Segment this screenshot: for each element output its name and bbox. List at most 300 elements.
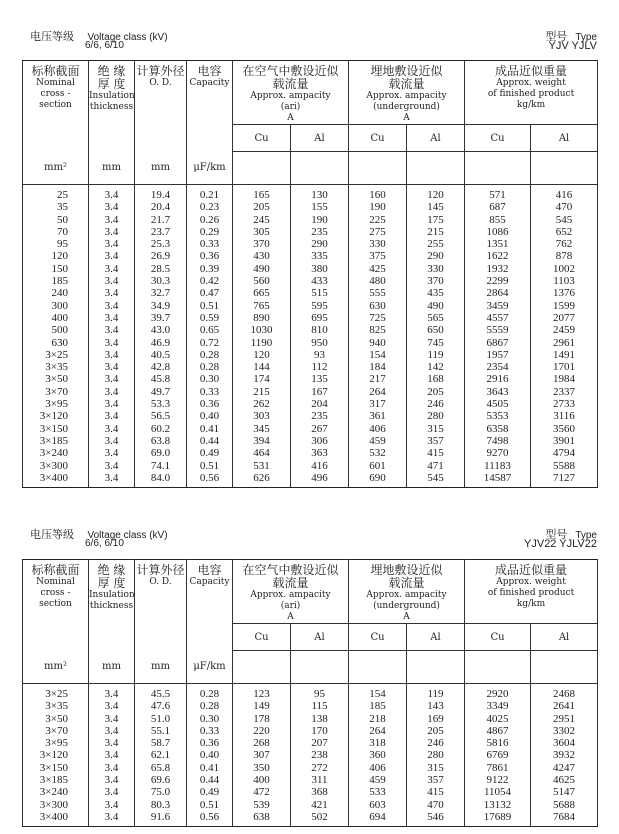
cell-weight-al: 5147 (553, 786, 576, 799)
cell-air-cu: 464 (253, 447, 270, 460)
cell-capacity: 0.28 (199, 361, 220, 374)
air-zh: 在空气中敷设近似 载流量 (242, 563, 339, 590)
cell-air-al: 138 (311, 712, 328, 725)
cell-section: 150 (51, 262, 68, 275)
cell-od: 40.5 (150, 348, 171, 361)
ground-en-3: A (403, 612, 410, 622)
cell-air-al: 155 (311, 201, 328, 214)
section-en-2: cross - section (39, 89, 72, 110)
weight-zh: 成品近似重量 (495, 563, 568, 577)
cell-od: 58.7 (150, 737, 171, 750)
cell-ground-cu: 361 (369, 410, 386, 423)
cell-od: 55.1 (150, 724, 171, 737)
type-label-zh: 型号 (545, 30, 568, 43)
cell-capacity: 0.40 (199, 749, 220, 762)
cell-air-al: 272 (311, 761, 328, 774)
cell-ground-al: 120 (427, 189, 444, 201)
cell-air-al: 368 (311, 786, 328, 799)
capacity-en-1: Capacity (189, 78, 230, 88)
insulation-en-1: Insulation (89, 590, 135, 600)
cell-weight-al: 3604 (553, 737, 576, 750)
cell-ground-al: 280 (427, 749, 444, 762)
cell-capacity: 0.51 (199, 299, 220, 312)
cell-weight-cu: 6867 (486, 336, 509, 349)
cell-insulation: 3.4 (104, 385, 119, 398)
cell-weight-cu: 5353 (486, 410, 509, 423)
cell-air-al: 950 (311, 336, 328, 349)
cell-capacity: 0.41 (199, 422, 220, 435)
cell-ground-al: 169 (427, 712, 444, 725)
cell-section: 50 (57, 213, 68, 226)
cell-weight-al: 2077 (553, 311, 576, 324)
cell-ground-cu: 940 (369, 336, 386, 349)
cell-ground-al: 490 (427, 299, 444, 312)
cell-capacity: 0.23 (199, 201, 220, 214)
sub-head-al3: Al (531, 125, 598, 152)
cell-capacity: 0.33 (199, 385, 220, 398)
cell-weight-cu: 11054 (483, 786, 512, 799)
col-od (135, 684, 187, 827)
cell-weight-cu: 1351 (486, 238, 509, 251)
cell-capacity: 0.36 (199, 398, 220, 411)
cell-section: 3×95 (45, 737, 68, 750)
cell-weight-al: 4625 (553, 774, 576, 787)
cell-section: 3×25 (45, 348, 68, 361)
cell-insulation: 3.4 (104, 774, 119, 787)
cell-section: 3×35 (45, 700, 68, 713)
cell-air-al: 810 (311, 324, 328, 337)
cell-insulation: 3.4 (104, 422, 119, 435)
cell-air-al: 204 (311, 398, 328, 411)
air-en-2: (ari) (280, 102, 301, 112)
unit-cell (291, 152, 349, 185)
cell-capacity: 0.56 (199, 471, 220, 484)
unit-cell (531, 651, 598, 684)
cell-section: 300 (51, 299, 68, 312)
cell-section: 3×400 (39, 471, 68, 484)
cell-capacity: 0.28 (199, 700, 220, 713)
sub-head-cu1: Cu (233, 125, 291, 152)
cell-ground-cu: 275 (369, 225, 386, 238)
cell-weight-cu: 2864 (486, 287, 509, 300)
col-head-od (135, 61, 187, 152)
cell-weight-al: 7127 (553, 471, 576, 484)
weight-en-2: of finished product (487, 89, 575, 99)
col-air-cu (233, 185, 291, 488)
voltage-label-zh: 电压等级 (30, 528, 74, 541)
cell-air-al: 695 (311, 311, 328, 324)
cell-air-cu: 345 (253, 422, 270, 435)
cell-air-cu: 394 (253, 434, 270, 447)
air-en-3: A (287, 113, 294, 123)
spec-table-2 (22, 559, 598, 827)
cell-section: 3×150 (39, 761, 68, 774)
cell-air-al: 95 (314, 688, 325, 700)
cell-capacity: 0.28 (199, 688, 220, 700)
cell-weight-al: 3116 (553, 410, 575, 423)
cell-capacity: 0.36 (199, 737, 220, 750)
cell-insulation: 3.4 (104, 361, 119, 374)
air-en-1: Approx. ampacity (250, 590, 331, 600)
cell-section: 400 (51, 311, 68, 324)
col-ground-cu (349, 684, 407, 827)
cell-weight-cu: 855 (489, 213, 506, 226)
cell-section: 120 (51, 250, 68, 263)
cell-ground-al: 215 (427, 225, 444, 238)
od-en-1: O. D. (149, 78, 172, 88)
cell-ground-al: 435 (427, 287, 444, 300)
cell-air-cu: 472 (253, 786, 270, 799)
cell-air-cu: 262 (253, 398, 270, 411)
cell-weight-al: 470 (555, 201, 573, 214)
cell-weight-al: 1103 (553, 275, 575, 288)
weight-zh: 成品近似重量 (495, 64, 568, 78)
cell-weight-cu: 1957 (486, 348, 509, 361)
cell-insulation: 3.4 (104, 238, 119, 251)
cell-capacity: 0.44 (199, 434, 220, 447)
cell-weight-cu: 571 (489, 189, 506, 201)
cell-section: 3×300 (39, 798, 68, 811)
cell-air-cu: 1030 (250, 324, 273, 337)
voltage-label-en: Voltage class (kV) (87, 530, 168, 541)
cell-capacity: 0.42 (199, 275, 220, 288)
cell-od: 28.5 (150, 262, 171, 275)
cell-weight-al: 545 (555, 213, 573, 226)
cell-air-al: 112 (311, 361, 328, 374)
cell-insulation: 3.4 (104, 737, 119, 750)
cell-ground-al: 370 (427, 275, 444, 288)
cell-section: 3×185 (39, 774, 68, 787)
cell-insulation: 3.4 (104, 262, 119, 275)
cell-ground-al: 745 (427, 336, 444, 349)
col-head-od (135, 560, 187, 651)
col-head-capacity (187, 61, 233, 152)
cell-air-cu: 305 (253, 225, 270, 238)
voltage-label-zh: 电压等级 (30, 30, 74, 43)
unit-cell: mm (135, 152, 187, 185)
col-head-ground (349, 560, 465, 624)
cell-ground-al: 143 (427, 700, 444, 713)
cell-insulation: 3.4 (104, 336, 119, 349)
cell-ground-al: 546 (427, 810, 444, 823)
unit-cell (233, 152, 291, 185)
col-capacity (187, 185, 233, 488)
col-weight-al (531, 185, 598, 488)
cell-od: 75.0 (150, 786, 171, 799)
cell-od: 19.4 (150, 189, 171, 201)
cell-od: 84.0 (150, 471, 171, 484)
cell-weight-al: 1701 (553, 361, 576, 374)
cell-air-cu: 220 (253, 724, 270, 737)
col-head-air (233, 560, 349, 624)
cell-section: 95 (57, 238, 68, 251)
cell-air-al: 502 (311, 810, 328, 823)
cell-ground-cu: 160 (369, 189, 386, 201)
type-value: YJV22 YJLV22 (524, 538, 597, 550)
cell-ground-al: 415 (427, 447, 444, 460)
cell-section: 25 (57, 189, 68, 201)
col-head-air (233, 61, 349, 125)
col-head-insulation (89, 560, 135, 651)
cell-od: 23.7 (150, 225, 171, 238)
cell-section: 35 (57, 201, 68, 214)
cell-weight-cu: 14587 (483, 471, 512, 484)
cell-insulation: 3.4 (104, 398, 119, 411)
unit-cell (531, 152, 598, 185)
cell-weight-al: 762 (555, 238, 573, 251)
cell-weight-al: 4794 (553, 447, 576, 460)
cell-air-al: 515 (311, 287, 328, 300)
cell-weight-cu: 11183 (484, 459, 511, 472)
section-zh: 标称截面 (31, 563, 80, 577)
cell-insulation: 3.4 (104, 275, 119, 288)
cell-air-al: 433 (311, 275, 328, 288)
cell-ground-al: 119 (427, 348, 444, 361)
cell-section: 3×95 (45, 398, 68, 411)
cell-od: 56.5 (150, 410, 171, 423)
cell-weight-cu: 17689 (483, 810, 512, 823)
cell-ground-al: 415 (427, 786, 444, 799)
cell-weight-cu: 3643 (486, 385, 509, 398)
unit-cell (233, 651, 291, 684)
cell-air-al: 235 (311, 410, 328, 423)
insulation-en-2: thickness (89, 102, 134, 112)
cell-ground-al: 357 (427, 774, 444, 787)
cell-ground-cu: 185 (369, 700, 386, 713)
cell-od: 25.3 (150, 238, 171, 251)
cell-air-cu: 890 (253, 311, 270, 324)
cell-weight-cu: 4505 (486, 398, 509, 411)
cell-air-al: 421 (311, 798, 328, 811)
cell-capacity: 0.49 (199, 786, 220, 799)
cell-ground-cu: 459 (369, 434, 386, 447)
cell-ground-cu: 725 (369, 311, 386, 324)
cell-air-cu: 370 (253, 238, 270, 251)
cell-section: 240 (51, 287, 68, 300)
cell-weight-al: 4247 (553, 761, 576, 774)
cell-air-al: 363 (311, 447, 328, 460)
weight-en-1: Approx. weight (496, 78, 566, 88)
cell-weight-cu: 4557 (486, 311, 509, 324)
cell-insulation: 3.4 (104, 786, 119, 799)
cell-weight-al: 3901 (553, 434, 576, 447)
cell-air-al: 416 (311, 459, 328, 472)
cell-insulation: 3.4 (104, 700, 119, 713)
cell-air-al: 306 (311, 434, 328, 447)
od-zh: 计算外径 (136, 563, 185, 577)
unit-cell (407, 152, 465, 185)
cell-ground-cu: 555 (369, 287, 386, 300)
cell-air-al: 290 (311, 238, 328, 251)
cell-air-cu: 303 (253, 410, 270, 423)
unit-cell: mm² (23, 152, 89, 185)
col-capacity (187, 684, 233, 827)
cell-weight-al: 1491 (553, 348, 576, 361)
ground-en-2: (underground) (373, 601, 440, 611)
cell-od: 60.2 (150, 422, 171, 435)
cell-air-al: 380 (311, 262, 328, 275)
cell-ground-al: 142 (427, 361, 444, 374)
cell-section: 500 (51, 324, 68, 337)
cell-od: 49.7 (150, 385, 171, 398)
cell-section: 3×50 (45, 373, 68, 386)
unit-cell: mm (89, 651, 135, 684)
cell-od: 69.6 (150, 774, 171, 787)
cell-air-cu: 178 (253, 712, 270, 725)
cell-weight-al: 2468 (553, 688, 576, 700)
cell-weight-cu: 2916 (486, 373, 509, 386)
cell-weight-al: 3302 (553, 724, 576, 737)
unit-cell (349, 651, 407, 684)
cell-insulation: 3.4 (104, 324, 119, 337)
cell-weight-al: 5688 (553, 798, 576, 811)
cell-air-al: 335 (311, 250, 328, 263)
unit-cell: μF/km (187, 152, 233, 185)
cell-air-cu: 215 (253, 385, 270, 398)
cell-air-cu: 490 (253, 262, 270, 275)
cell-ground-al: 315 (427, 422, 444, 435)
unit-cell: mm (135, 651, 187, 684)
cell-air-cu: 268 (253, 737, 270, 750)
cell-ground-al: 565 (427, 311, 444, 324)
cell-air-cu: 123 (253, 688, 270, 700)
cell-capacity: 0.65 (199, 324, 220, 337)
cell-insulation: 3.4 (104, 189, 119, 201)
cell-ground-cu: 406 (369, 761, 386, 774)
cell-od: 45.5 (150, 688, 171, 700)
cell-weight-cu: 5559 (486, 324, 509, 337)
cell-od: 63.8 (150, 434, 171, 447)
cell-capacity: 0.56 (199, 810, 220, 823)
col-head-ground (349, 61, 465, 125)
cell-weight-al: 2951 (553, 712, 576, 725)
cell-air-cu: 560 (253, 275, 270, 288)
cell-ground-cu: 425 (369, 262, 386, 275)
cell-capacity: 0.26 (199, 213, 220, 226)
cell-insulation: 3.4 (104, 810, 119, 823)
col-air-al (291, 185, 349, 488)
col-head-insulation (89, 61, 135, 152)
col-head-weight (465, 560, 598, 624)
air-zh: 在空气中敷设近似 载流量 (242, 64, 339, 91)
capacity-zh: 电容 (197, 64, 222, 78)
cell-od: 91.6 (150, 810, 171, 823)
cell-air-cu: 165 (253, 189, 270, 201)
cell-section: 3×185 (39, 434, 68, 447)
col-head-capacity (187, 560, 233, 651)
cell-od: 51.0 (150, 712, 171, 725)
cell-insulation: 3.4 (104, 434, 119, 447)
cell-weight-al: 2733 (553, 398, 576, 411)
cell-insulation: 3.4 (104, 213, 119, 226)
cell-weight-cu: 7498 (486, 434, 509, 447)
unit-cell (349, 152, 407, 185)
cell-weight-cu: 2354 (486, 361, 509, 374)
cell-weight-al: 3560 (553, 422, 576, 435)
cell-ground-cu: 532 (369, 447, 386, 460)
cell-air-cu: 626 (253, 471, 270, 484)
cell-capacity: 0.41 (199, 761, 220, 774)
cell-ground-cu: 264 (369, 724, 386, 737)
cell-ground-al: 315 (427, 761, 444, 774)
cell-ground-al: 168 (427, 373, 444, 386)
cell-ground-cu: 406 (369, 422, 386, 435)
col-air-cu (233, 684, 291, 827)
cell-capacity: 0.40 (199, 410, 220, 423)
cell-section: 630 (51, 336, 68, 349)
cell-weight-al: 2459 (553, 324, 576, 337)
cell-insulation: 3.4 (104, 410, 119, 423)
col-insulation (89, 684, 135, 827)
cell-capacity: 0.59 (199, 311, 220, 324)
col-ground-al (407, 684, 465, 827)
cell-ground-al: 545 (427, 471, 444, 484)
cell-insulation: 3.4 (104, 724, 119, 737)
cell-air-cu: 307 (253, 749, 270, 762)
col-head-section (23, 61, 89, 152)
cell-insulation: 3.4 (104, 712, 119, 725)
air-en-1: Approx. ampacity (250, 91, 331, 101)
ground-en-1: Approx. ampacity (366, 91, 447, 101)
cell-air-cu: 120 (253, 348, 270, 361)
cell-ground-cu: 690 (369, 471, 386, 484)
cell-section: 3×400 (39, 810, 68, 823)
col-head-weight (465, 61, 598, 125)
cell-od: 30.3 (150, 275, 171, 288)
cell-ground-al: 246 (427, 737, 444, 750)
cell-ground-cu: 217 (369, 373, 386, 386)
cell-weight-al: 2961 (553, 336, 576, 349)
cell-section: 3×240 (39, 447, 68, 460)
cell-air-al: 93 (314, 348, 325, 361)
cell-od: 65.8 (150, 761, 171, 774)
cell-insulation: 3.4 (104, 201, 119, 214)
cell-air-al: 595 (311, 299, 328, 312)
section-en-1: Nominal (36, 78, 75, 88)
cell-weight-cu: 2299 (486, 275, 509, 288)
ground-en-2: (underground) (373, 102, 440, 112)
type-label-en: Type (575, 530, 597, 541)
type-label-en: Type (575, 32, 597, 43)
cell-od: 46.9 (150, 336, 171, 349)
cell-section: 3×300 (39, 459, 68, 472)
cell-ground-al: 290 (427, 250, 444, 263)
col-head-section (23, 560, 89, 651)
cell-od: 26.9 (150, 250, 171, 263)
cell-air-cu: 149 (253, 700, 270, 713)
cell-capacity: 0.29 (199, 225, 220, 238)
cell-section: 3×25 (45, 688, 68, 700)
sub-head-cu3: Cu (465, 125, 531, 152)
cell-ground-al: 145 (427, 201, 444, 214)
cell-capacity: 0.28 (199, 348, 220, 361)
cell-section: 3×120 (39, 749, 68, 762)
cell-ground-cu: 694 (369, 810, 386, 823)
voltage-value: 6/6, 6/10 (85, 40, 124, 51)
sub-head-al1: Al (291, 125, 349, 152)
section-en-1: Nominal (36, 577, 75, 587)
cell-ground-cu: 330 (369, 238, 386, 251)
cell-capacity: 0.33 (199, 724, 220, 737)
cell-insulation: 3.4 (104, 299, 119, 312)
cell-capacity: 0.36 (199, 250, 220, 263)
cell-weight-cu: 7861 (486, 761, 509, 774)
cell-ground-al: 471 (427, 459, 444, 472)
cell-air-cu: 430 (253, 250, 270, 263)
cell-ground-al: 255 (427, 238, 444, 251)
unit-cell (407, 651, 465, 684)
cell-weight-cu: 6358 (486, 422, 509, 435)
